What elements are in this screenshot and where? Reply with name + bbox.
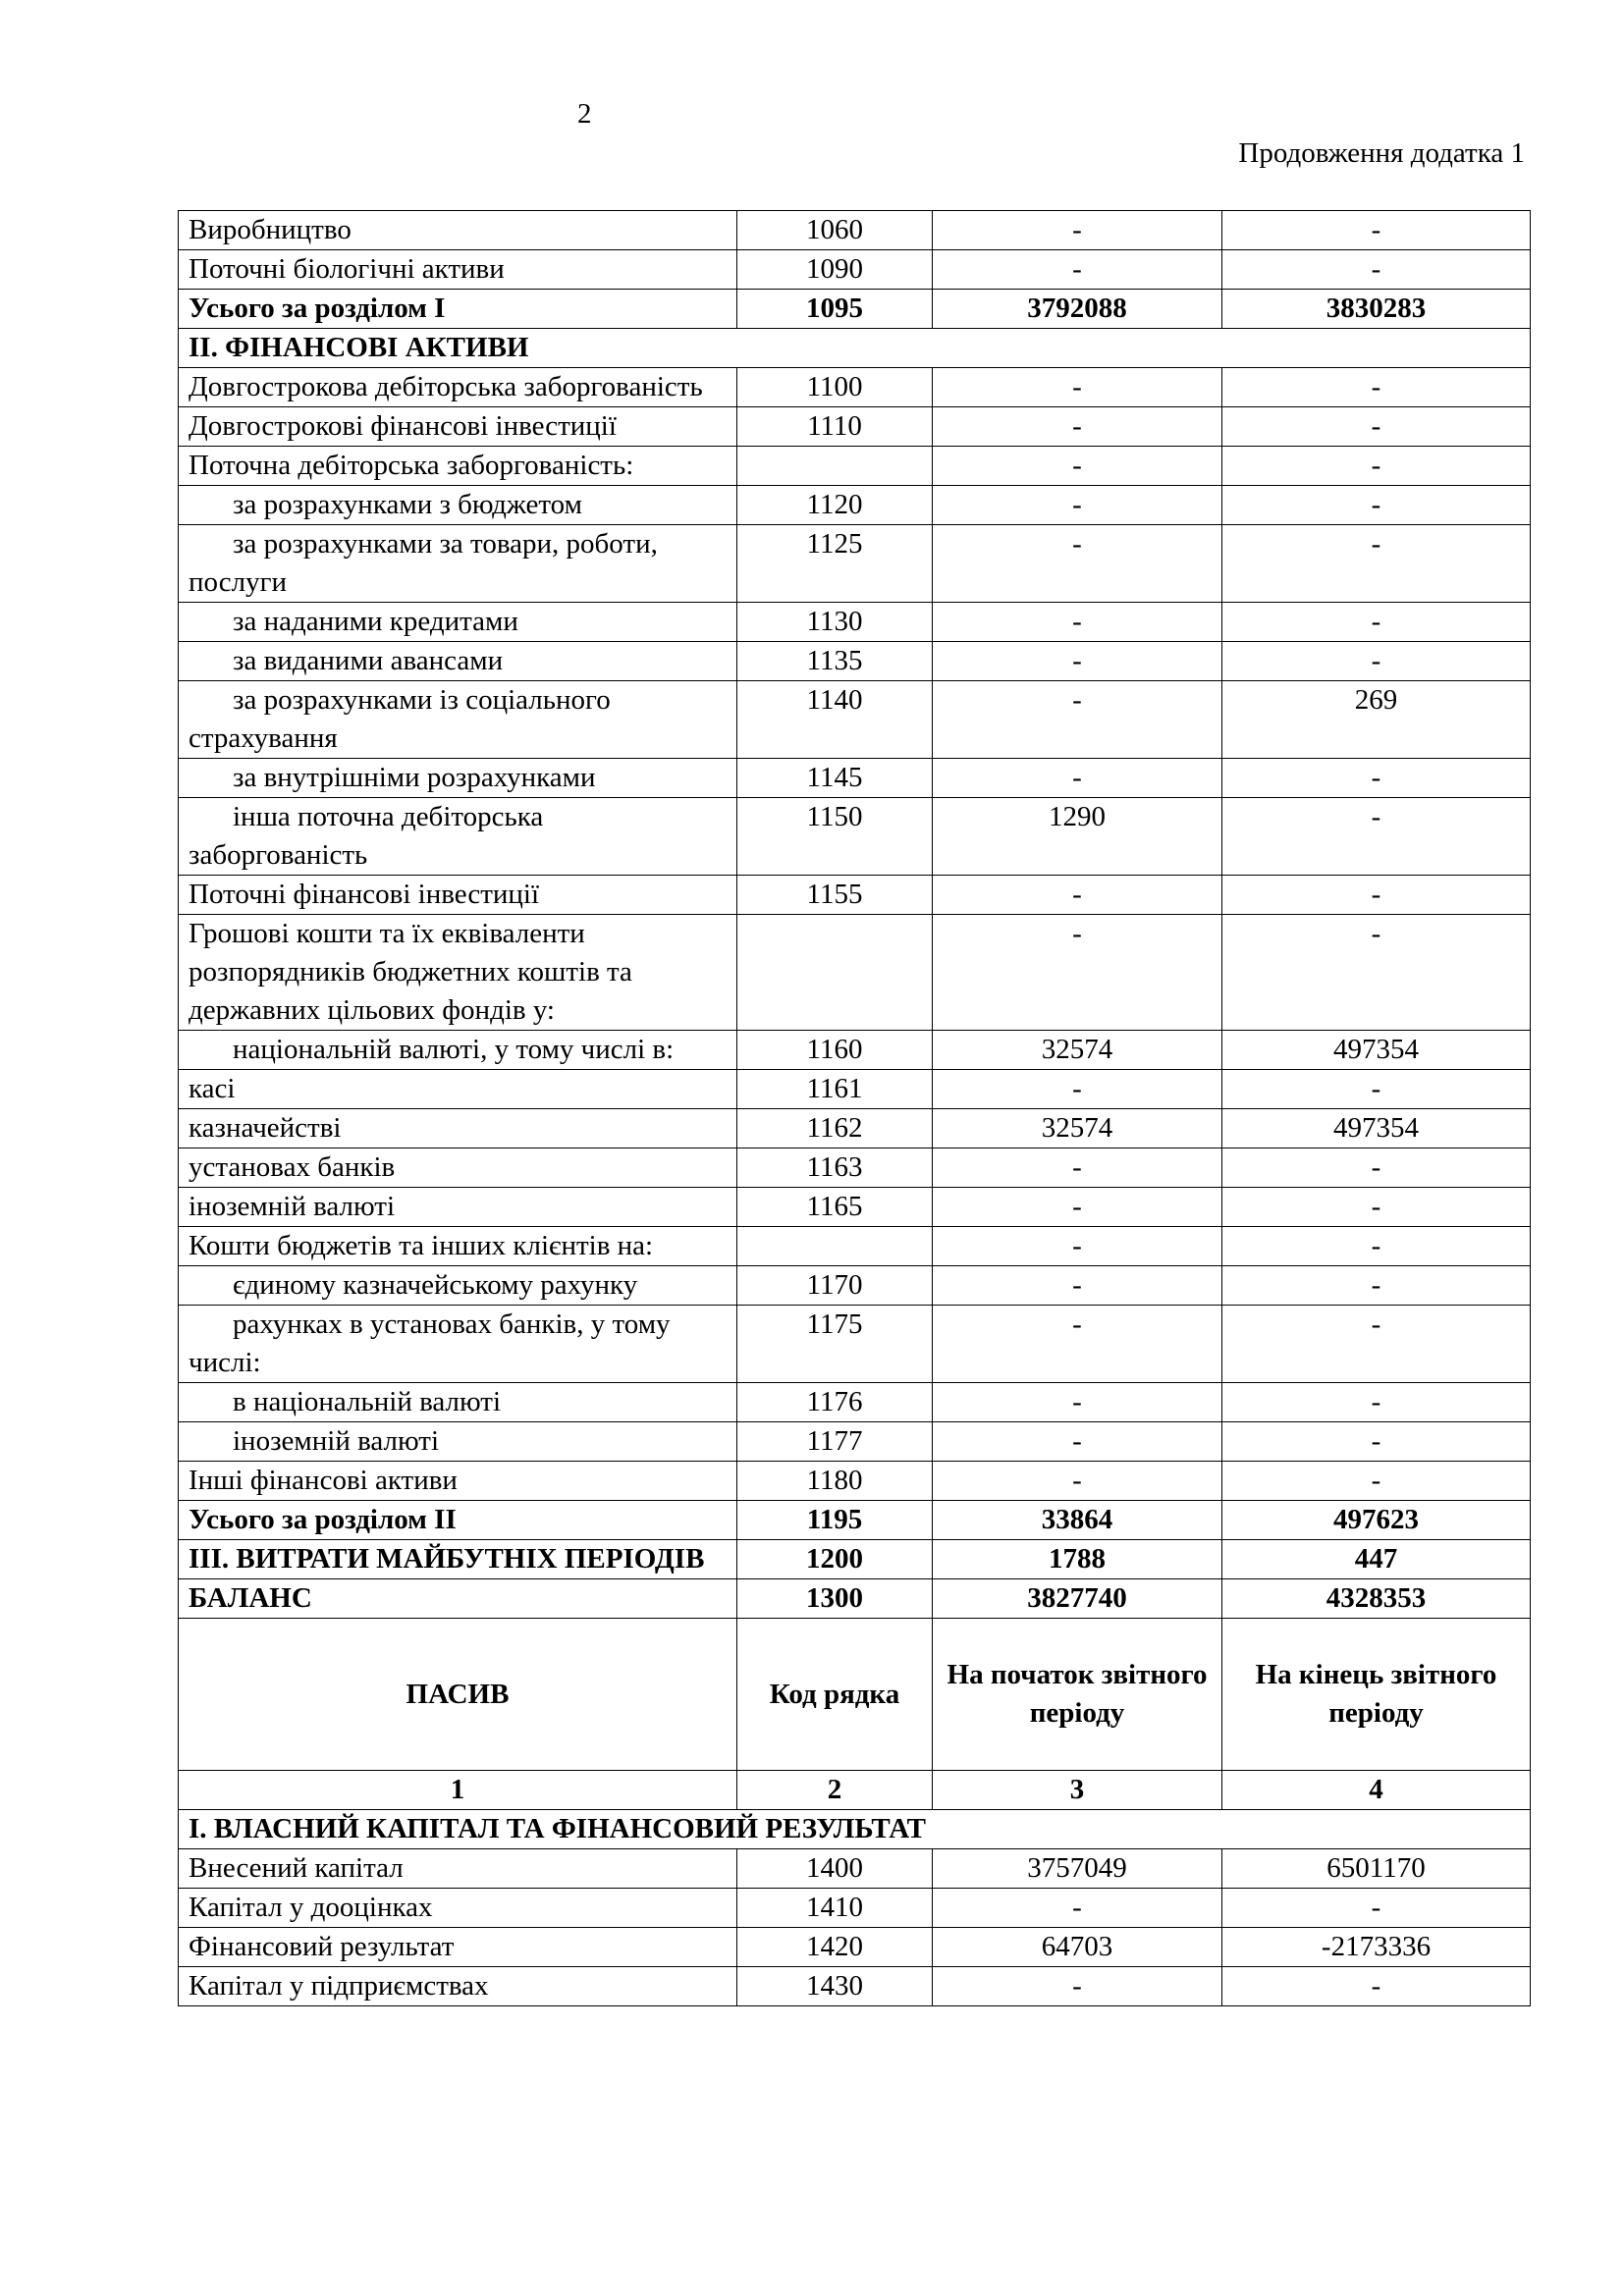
table-row (179, 211, 1531, 250)
value-period-start: - (933, 211, 1222, 250)
row-label: Грошові кошти та їх еквіваленти розпорядників бюджетних коштів та державних цільових фондів у: (179, 915, 737, 1031)
line-code: 1145 (737, 759, 933, 798)
liabilities-header (179, 1619, 1531, 1810)
line-code: 1165 (737, 1188, 933, 1227)
value-period-end: - (1222, 1383, 1531, 1422)
value-period-end: - (1222, 1306, 1531, 1383)
line-code: 1090 (737, 250, 933, 290)
value-period-start: - (933, 1227, 1222, 1266)
column-number: 3 (933, 1771, 1222, 1810)
table-row (179, 1849, 1531, 1889)
table-row (179, 329, 1531, 368)
header-period-start: На початок звітного періоду (933, 1619, 1222, 1771)
assets-rows (179, 211, 1531, 1619)
table-row (179, 681, 1531, 759)
value-period-start: - (933, 1967, 1222, 2006)
table-row (179, 1188, 1531, 1227)
section-heading: І. ВЛАСНИЙ КАПІТАЛ ТА ФІНАНСОВИЙ РЕЗУЛЬТАТ (179, 1810, 1531, 1849)
row-label: рахунках в установах банків, у тому числі: (179, 1306, 737, 1383)
value-period-end: 269 (1222, 681, 1531, 759)
value-period-end: - (1222, 407, 1531, 447)
value-period-end: - (1222, 1227, 1531, 1266)
table-row (179, 1579, 1531, 1619)
row-label: в національній валюті (179, 1383, 737, 1422)
liabilities-rows (179, 1810, 1531, 2006)
line-code: 1100 (737, 368, 933, 407)
table-row (179, 1266, 1531, 1306)
value-period-start: 33864 (933, 1501, 1222, 1540)
table-row (179, 250, 1531, 290)
header-liabilities: ПАСИВ (179, 1619, 737, 1771)
line-code: 1200 (737, 1540, 933, 1579)
row-label: за розрахунками за товари, роботи, послуги (179, 525, 737, 603)
value-period-start: 32574 (933, 1109, 1222, 1148)
table-row (179, 876, 1531, 915)
value-period-start: - (933, 368, 1222, 407)
row-label: БАЛАНС (179, 1579, 737, 1619)
value-period-start: 64703 (933, 1928, 1222, 1967)
row-label: національній валюті, у тому числі в: (179, 1031, 737, 1070)
value-period-end: 6501170 (1222, 1849, 1531, 1889)
line-code: 1060 (737, 211, 933, 250)
value-period-end: - (1222, 798, 1531, 876)
row-label: Внесений капітал (179, 1849, 737, 1889)
row-label: Поточні біологічні активи (179, 250, 737, 290)
value-period-start: - (933, 759, 1222, 798)
column-number-row (179, 1771, 1531, 1810)
value-period-start: - (933, 642, 1222, 681)
header-row (179, 1619, 1531, 1771)
row-label: Довгострокова дебіторська заборгованість (179, 368, 737, 407)
line-code: 1160 (737, 1031, 933, 1070)
line-code: 1110 (737, 407, 933, 447)
table-row (179, 1462, 1531, 1501)
value-period-start: - (933, 681, 1222, 759)
row-label: Усього за розділом ІІ (179, 1501, 737, 1540)
page-number: 2 (577, 98, 592, 130)
row-label: за внутрішніми розрахунками (179, 759, 737, 798)
balance-table (178, 210, 1531, 2006)
table-row (179, 915, 1531, 1031)
table-row (179, 1928, 1531, 1967)
row-label: Виробництво (179, 211, 737, 250)
line-code: 1176 (737, 1383, 933, 1422)
row-label: іноземній валюті (179, 1188, 737, 1227)
value-period-end: - (1222, 1188, 1531, 1227)
value-period-end: - (1222, 1148, 1531, 1188)
value-period-start: - (933, 1889, 1222, 1928)
value-period-end: - (1222, 1422, 1531, 1462)
column-number: 2 (737, 1771, 933, 1810)
value-period-end: 4328353 (1222, 1579, 1531, 1619)
table-row (179, 486, 1531, 525)
value-period-start: - (933, 1188, 1222, 1227)
value-period-start: - (933, 447, 1222, 486)
line-code: 1400 (737, 1849, 933, 1889)
value-period-end: - (1222, 525, 1531, 603)
column-number: 1 (179, 1771, 737, 1810)
table-row (179, 1810, 1531, 1849)
table-row (179, 1227, 1531, 1266)
table-row (179, 759, 1531, 798)
value-period-start: - (933, 1462, 1222, 1501)
table-row (179, 1306, 1531, 1383)
table-row (179, 1967, 1531, 2006)
value-period-end: - (1222, 447, 1531, 486)
row-label: за розрахунками з бюджетом (179, 486, 737, 525)
value-period-end: - (1222, 1070, 1531, 1109)
table-row (179, 368, 1531, 407)
line-code: 1177 (737, 1422, 933, 1462)
value-period-start: 3792088 (933, 290, 1222, 329)
value-period-start: 3757049 (933, 1849, 1222, 1889)
header-period-end: На кінець звітного періоду (1222, 1619, 1531, 1771)
row-label: Кошти бюджетів та інших клієнтів на: (179, 1227, 737, 1266)
line-code: 1155 (737, 876, 933, 915)
value-period-end: 497623 (1222, 1501, 1531, 1540)
value-period-start: 32574 (933, 1031, 1222, 1070)
line-code: 1175 (737, 1306, 933, 1383)
value-period-start: - (933, 876, 1222, 915)
row-label: установах банків (179, 1148, 737, 1188)
line-code: 1140 (737, 681, 933, 759)
line-code: 1170 (737, 1266, 933, 1306)
row-label: іноземній валюті (179, 1422, 737, 1462)
value-period-start: - (933, 603, 1222, 642)
row-label: Фінансовий результат (179, 1928, 737, 1967)
section-heading: ІІ. ФІНАНСОВІ АКТИВИ (179, 329, 1531, 368)
line-code (737, 1227, 933, 1266)
row-label: за розрахунками із соціального страхування (179, 681, 737, 759)
value-period-start: - (933, 1422, 1222, 1462)
value-period-start: - (933, 250, 1222, 290)
value-period-start: 3827740 (933, 1579, 1222, 1619)
row-label: за виданими авансами (179, 642, 737, 681)
continuation-note: Продовження додатка 1 (1238, 137, 1525, 169)
table-row (179, 1422, 1531, 1462)
row-label: касі (179, 1070, 737, 1109)
value-period-start: 1788 (933, 1540, 1222, 1579)
column-number: 4 (1222, 1771, 1531, 1810)
value-period-end: - (1222, 1462, 1531, 1501)
table-row (179, 290, 1531, 329)
line-code: 1180 (737, 1462, 933, 1501)
line-code (737, 447, 933, 486)
value-period-start: - (933, 486, 1222, 525)
value-period-end: - (1222, 603, 1531, 642)
table-row (179, 798, 1531, 876)
row-label: Усього за розділом І (179, 290, 737, 329)
value-period-start: - (933, 915, 1222, 1031)
line-code: 1130 (737, 603, 933, 642)
table-row (179, 525, 1531, 603)
line-code (737, 915, 933, 1031)
value-period-start: - (933, 1070, 1222, 1109)
value-period-start: - (933, 1148, 1222, 1188)
value-period-end: 497354 (1222, 1109, 1531, 1148)
row-label: Довгострокові фінансові інвестиції (179, 407, 737, 447)
row-label: Капітал у підприємствах (179, 1967, 737, 2006)
value-period-end: - (1222, 250, 1531, 290)
line-code: 1135 (737, 642, 933, 681)
line-code: 1410 (737, 1889, 933, 1928)
line-code: 1420 (737, 1928, 933, 1967)
value-period-end: -2173336 (1222, 1928, 1531, 1967)
value-period-start: - (933, 1266, 1222, 1306)
table-row (179, 1031, 1531, 1070)
table-row (179, 1148, 1531, 1188)
line-code: 1162 (737, 1109, 933, 1148)
value-period-end: - (1222, 368, 1531, 407)
table-row (179, 642, 1531, 681)
value-period-end: 3830283 (1222, 290, 1531, 329)
value-period-end: - (1222, 211, 1531, 250)
value-period-end: - (1222, 486, 1531, 525)
table-row (179, 447, 1531, 486)
table-row (179, 1109, 1531, 1148)
line-code: 1300 (737, 1579, 933, 1619)
value-period-end: 497354 (1222, 1031, 1531, 1070)
value-period-end: - (1222, 915, 1531, 1031)
line-code: 1125 (737, 525, 933, 603)
table-row (179, 1383, 1531, 1422)
line-code: 1095 (737, 290, 933, 329)
table-row (179, 1501, 1531, 1540)
row-label: Поточна дебіторська заборгованість: (179, 447, 737, 486)
line-code: 1120 (737, 486, 933, 525)
row-label: казначействі (179, 1109, 737, 1148)
row-label: за наданими кредитами (179, 603, 737, 642)
table-row (179, 1540, 1531, 1579)
value-period-end: - (1222, 1967, 1531, 2006)
table-row (179, 407, 1531, 447)
value-period-start: - (933, 1383, 1222, 1422)
table-row (179, 603, 1531, 642)
line-code: 1150 (737, 798, 933, 876)
value-period-end: 447 (1222, 1540, 1531, 1579)
row-label: Капітал у дооцінках (179, 1889, 737, 1928)
row-label: Поточні фінансові інвестиції (179, 876, 737, 915)
value-period-end: - (1222, 1266, 1531, 1306)
value-period-end: - (1222, 642, 1531, 681)
value-period-end: - (1222, 1889, 1531, 1928)
line-code: 1163 (737, 1148, 933, 1188)
line-code: 1430 (737, 1967, 933, 2006)
value-period-start: 1290 (933, 798, 1222, 876)
header-line-code: Код рядка (737, 1619, 933, 1771)
value-period-start: - (933, 1306, 1222, 1383)
table-row (179, 1889, 1531, 1928)
value-period-start: - (933, 525, 1222, 603)
line-code: 1195 (737, 1501, 933, 1540)
row-label: єдиному казначейському рахунку (179, 1266, 737, 1306)
value-period-end: - (1222, 876, 1531, 915)
value-period-start: - (933, 407, 1222, 447)
row-label: ІІІ. ВИТРАТИ МАЙБУТНІХ ПЕРІОДІВ (179, 1540, 737, 1579)
value-period-end: - (1222, 759, 1531, 798)
row-label: Інші фінансові активи (179, 1462, 737, 1501)
table-row (179, 1070, 1531, 1109)
line-code: 1161 (737, 1070, 933, 1109)
row-label: інша поточна дебіторська заборгованість (179, 798, 737, 876)
